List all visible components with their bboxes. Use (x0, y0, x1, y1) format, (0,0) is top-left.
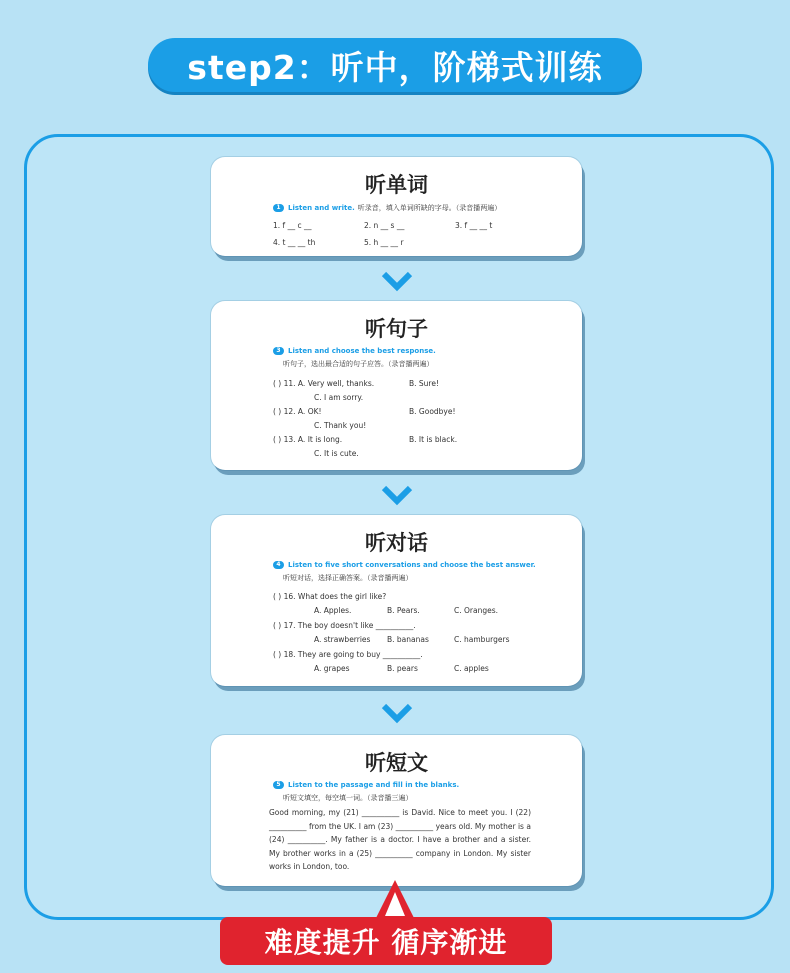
option-b: B. It is black. (409, 435, 458, 444)
question-label: Listen to five short conversations and choose the best answer. (288, 561, 536, 569)
card-title: 听单词 (365, 173, 428, 197)
option-a: A. strawberries (314, 635, 371, 644)
question-row: ( ) 11. A. Very well, thanks. (273, 379, 375, 388)
card-title: 听句子 (365, 317, 428, 341)
question-row: ( ) 17. The boy doesn't like __________. (273, 621, 416, 630)
banner-title: step2：听中，阶梯式训练 (187, 47, 603, 87)
option-c: C. apples (454, 664, 489, 673)
chevron-down-icon (381, 702, 413, 724)
question-row: ( ) 16. What does the girl like? (273, 592, 387, 601)
option-c: C. hamburgers (454, 635, 510, 644)
option-b: B. Sure! (409, 379, 439, 388)
question-label: Listen and write. (288, 204, 355, 212)
word-item: 1. f __ c __ (273, 221, 312, 230)
option-c: C. Oranges. (454, 606, 499, 615)
question-instruction: 听录音，填入单词所缺的字母。（录音播两遍） (357, 204, 502, 212)
chevron-down-icon (381, 270, 413, 292)
chevron-down-icon (381, 484, 413, 506)
card-listen-sentences (211, 301, 582, 470)
question-instruction: 听短对话，选择正确答案。（录音播两遍） (283, 574, 413, 582)
question-row: ( ) 12. A. OK! (273, 407, 322, 416)
option-b: B. Goodbye! (409, 407, 456, 416)
word-item: 4. t __ __ th (273, 238, 316, 247)
word-item: 5. h __ __ r (364, 238, 404, 247)
question-row: ( ) 18. They are going to buy __________. (273, 650, 423, 659)
card-listen-dialogues (211, 515, 582, 686)
question-number: 5 (273, 781, 284, 789)
question-header (273, 561, 582, 569)
card-title: 听短文 (365, 751, 428, 775)
question-instruction: 听句子，选出最合适的句子应答。（录音播两遍） (283, 360, 434, 368)
question-label: Listen and choose the best response. (288, 347, 436, 355)
question-instruction: 听短文填空，每空填一词。（录音播三遍） (283, 794, 413, 802)
option-b: B. bananas (387, 635, 429, 644)
question-number: 3 (273, 347, 284, 355)
difficulty-banner (220, 917, 552, 965)
option-a: A. grapes (314, 664, 350, 673)
question-number: 1 (273, 204, 284, 212)
option-a: A. Apples. (314, 606, 352, 615)
word-item: 3. f __ __ t (455, 221, 493, 230)
option-c: C. Thank you! (314, 421, 367, 430)
question-number: 4 (273, 561, 284, 569)
option-c: C. I am sorry. (314, 393, 364, 402)
card-listen-passage (211, 735, 582, 886)
footer-label: 难度提升 循序渐进 (264, 926, 508, 959)
option-b: B. pears (387, 664, 418, 673)
card-title: 听对话 (365, 531, 428, 555)
question-header (273, 203, 582, 213)
option-b: B. Pears. (387, 606, 420, 615)
passage-text: Good morning, my (21) __________ is David. Nice to meet you. I (22) __________ from the UK. I am (23) __________ years old. My mother is a (24) __________. My father is a doctor. I have a brother and a sister. My brother works in a (25) __________ company in London. My sister works in London, too. (269, 808, 531, 871)
step-banner (148, 38, 642, 92)
word-item: 2. n __ s __ (364, 221, 405, 230)
option-c: C. It is cute. (314, 449, 359, 458)
question-header (273, 781, 582, 789)
question-header (273, 347, 582, 355)
question-row: ( ) 13. A. It is long. (273, 435, 343, 444)
question-label: Listen to the passage and fill in the blanks. (288, 781, 460, 789)
card-listen-words (211, 157, 582, 256)
